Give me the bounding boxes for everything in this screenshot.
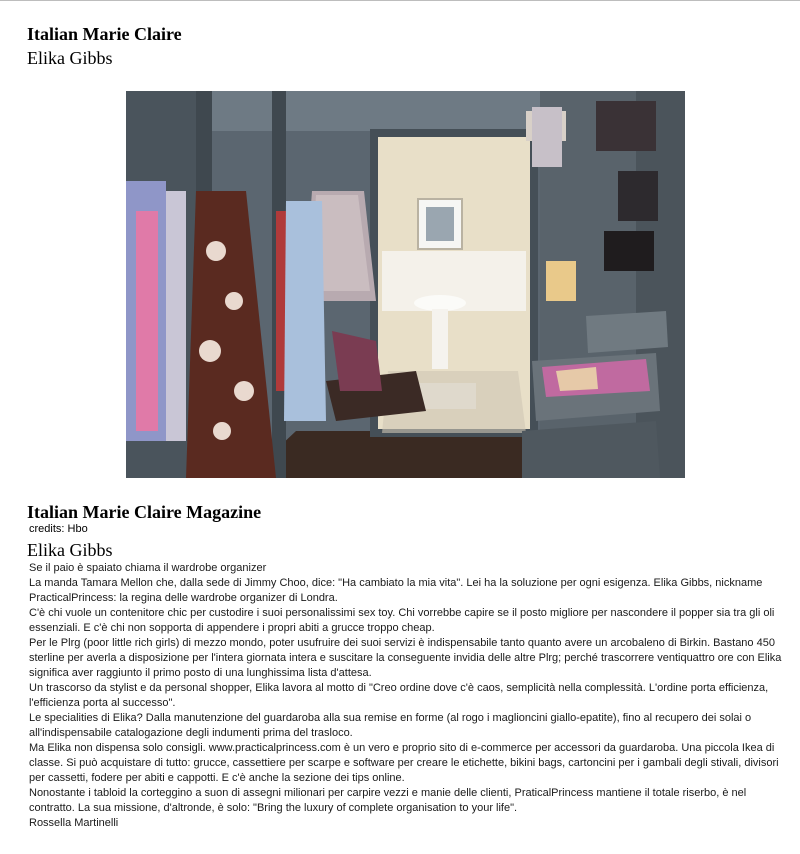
article-paragraph: Per le Plrg (poor little rich girls) di mezzo mondo, poter usufruire dei suoi servizi è indispensabile tanto quanto avere un arcobaleno di Birkin. Bastano 450 sterline per averla a disposizione per l'intera giornata intera e suscitare la conseguente invidia delle altre Plrg; perché trascorrere ventiquattro ore con Elika significa aver raggiunto il primo posto di una lunghissima lista d'attesa. <box>29 637 782 679</box>
article-paragraph: Nonostante i tabloid la corteggino a suon di assegni milionari per carpire vezzi e manie delle clienti, PraticalPrincess mantiene il totale riserbo, è nel contratto. La sua missione, d'altronde, è solo: "Bring the luxury of complete organisation to your life". <box>29 787 747 814</box>
article-paragraph: C'è chi vuole un contenitore chic per custodire i suoi personalissimi sex toy. Chi vorrebbe capire se il posto migliore per nascondere il popper sia tra gli oli essenziali. E c'è chi non sopporta di appendere i propri abiti a grucce troppo cheap. <box>29 607 775 634</box>
article-paragraph: La manda Tamara Mellon che, dalla sede di Jimmy Choo, dice: "Ha cambiato la mia vita". Lei ha la soluzione per ogni esigenza. Elika Gibbs, nickname PracticalPrincess: la regina delle wardrobe organizer di Londra. <box>29 577 763 604</box>
article-signature: Rossella Martinelli <box>29 817 119 829</box>
article-paragraph: Un trascorso da stylist e da personal shopper, Elika lavora al motto di "Creo ordine dove c'è caos, semplicità nella complessità. L'ordine porta efficienza, l'efficienza porta al successo". <box>29 682 769 709</box>
magazine-title: Italian Marie Claire Magazine <box>27 502 262 522</box>
page-subtitle: Elika Gibbs <box>27 48 113 68</box>
page-title: Italian Marie Claire <box>27 24 182 44</box>
walk-in-closet-photo <box>126 91 685 478</box>
article-body <box>29 561 791 831</box>
article-paragraph: Se il paio è spaiato chiama il wardrobe organizer <box>29 562 267 574</box>
photo-credits: credits: Hbo <box>29 523 88 535</box>
article-paragraph: Le specialities di Elika? Dalla manutenzione del guardaroba alla sua remise en forme (al rogo i maglioncini giallo-epatite), fino al recupero dei solai o all'indispensabile catalogazione degli indumenti prima del trasloco. <box>29 712 752 739</box>
author-heading: Elika Gibbs <box>27 540 113 560</box>
article-paragraph: Ma Elika non dispensa solo consigli. www.practicalprincess.com è un vero e proprio sito di e-commerce per accessori da guardaroba. Una piccola Ikea di classe. Si può acquistare di tutto: grucce, cassettiere per scarpe e software per creare le etichette, bikini bags, cartoncini per i gambali degli stivali, divisori per cassetti, fodere per abiti e cappotti. E c'è anche la sezione dei tips online. <box>29 742 779 784</box>
